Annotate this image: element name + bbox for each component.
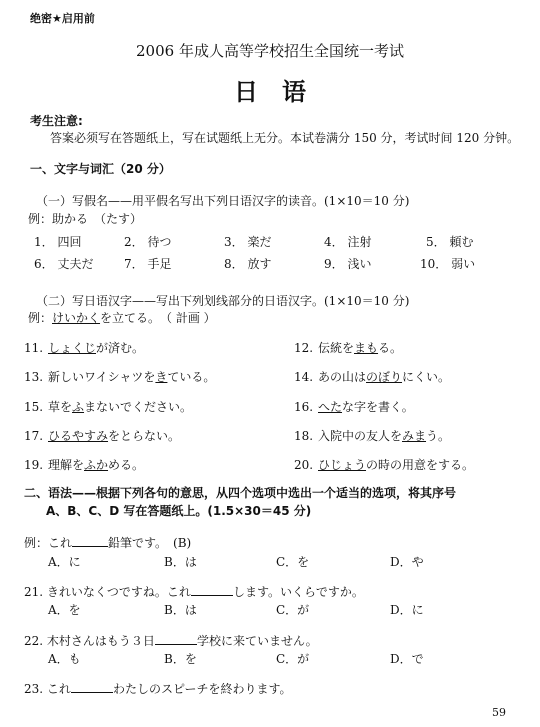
list-item: 10． 弱い <box>420 257 476 271</box>
section1-title: 一、文字与词汇（20 分） <box>30 162 171 176</box>
part1-title: （一）写假名——用平假名写出下列日语汉字的读音。(1×10＝10 分) <box>36 194 410 208</box>
grammar-example: 例：これ 鉛筆です。 (B) <box>24 536 192 550</box>
question-23: 23. これ わたしのスピーチを終わります。 <box>24 682 292 696</box>
list-item: 6． 丈夫だ <box>34 257 94 271</box>
subject-title: 日 语 <box>234 78 306 106</box>
part2-title: （二）写日语汉字——写出下列划线部分的日语汉字。(1×10＝10 分) <box>36 294 410 308</box>
option: A．を <box>48 603 81 617</box>
option: B．を <box>164 652 197 666</box>
list-item: 13. 新しいワイシャツをきている。 <box>24 370 216 384</box>
list-item: 4． 注射 <box>324 235 372 249</box>
option: C．が <box>276 603 310 617</box>
list-item: 7． 手足 <box>124 257 172 271</box>
list-item: 18. 入院中の友人をみまう。 <box>294 429 451 443</box>
option: D．で <box>390 652 424 666</box>
option: D．に <box>390 603 424 617</box>
list-item: 19. 理解をふかめる。 <box>24 458 145 472</box>
list-item: 9． 浅い <box>324 257 372 271</box>
notice-title: 考生注意: <box>30 114 83 128</box>
list-item: 20. ひじょうの時の用意をする。 <box>294 458 475 472</box>
list-item: 15. 草をふまないでください。 <box>24 400 193 414</box>
list-item: 8． 放す <box>224 257 272 271</box>
exam-title: 2006 年成人高等学校招生全国统一考试 <box>136 42 404 60</box>
option: B．は <box>164 555 197 569</box>
list-item: 1． 四回 <box>34 235 82 249</box>
page-number: 59 <box>492 706 506 719</box>
option: B．は <box>164 603 197 617</box>
part2-example: 例：けいかくを立てる。 （ 計画 ） <box>28 311 216 325</box>
section2-title-line1: 二、语法——根据下列各句的意思，从四个选项中选出一个适当的选项，将其序号 <box>24 486 457 500</box>
section2-title-line2: A、B、C、D 写在答题纸上。(1.5×30＝45 分) <box>46 504 312 518</box>
list-item: 2． 待つ <box>124 235 172 249</box>
option: A．に <box>48 555 81 569</box>
part1-example: 例：助かる （たす） <box>28 212 143 226</box>
option: C．が <box>276 652 310 666</box>
list-item: 16. へたな字を書く。 <box>294 400 414 414</box>
list-item: 11. しょくじが済む。 <box>24 341 145 355</box>
list-item: 12. 伝統をまもる。 <box>294 341 403 355</box>
list-item: 17. ひるやすみをとらない。 <box>24 429 181 443</box>
option: A．も <box>48 652 81 666</box>
notice-text: 答案必须写在答题纸上，写在试题纸上无分。本试卷满分 150 分，考试时间 120 分钟。 <box>50 131 520 145</box>
list-item: 5． 頼む <box>426 235 474 249</box>
list-item: 3． 楽だ <box>224 235 272 249</box>
list-item: 14. あの山はのぼりにくい。 <box>294 370 451 384</box>
option: C．を <box>276 555 310 569</box>
question-22: 22. 木村さんはもう３日 学校に来ていません。 <box>24 634 318 648</box>
option: D．や <box>390 555 424 569</box>
question-21: 21. きれいなくつですね。これ します。いくらですか。 <box>24 585 364 599</box>
confidential-label: 绝密★启用前 <box>30 12 95 25</box>
